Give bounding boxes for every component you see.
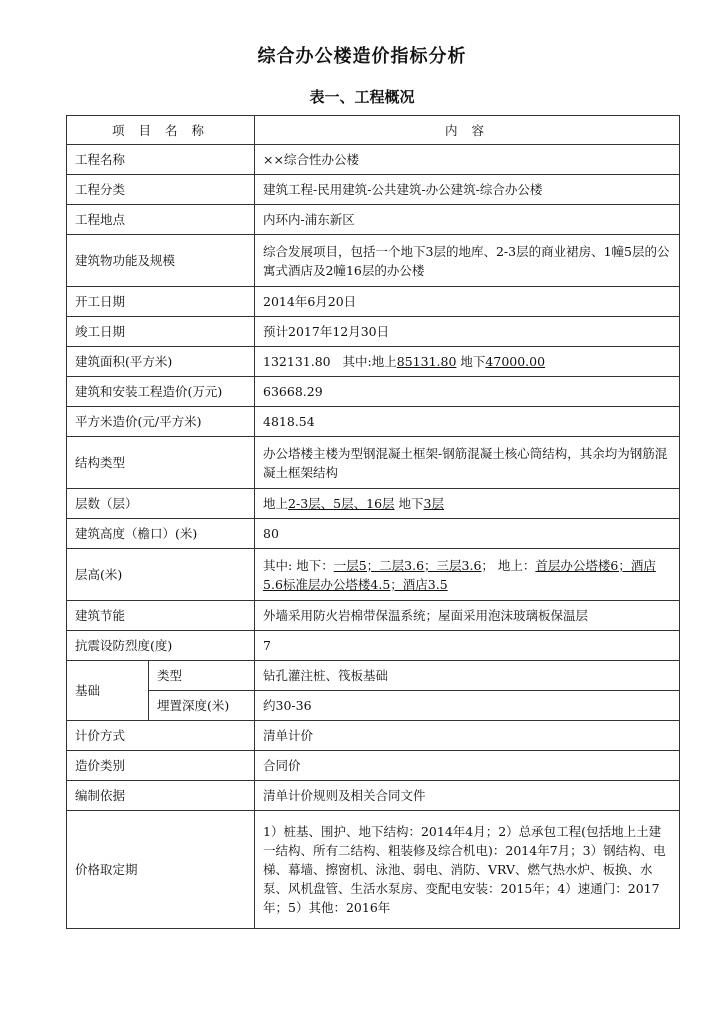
storey-below: 一层5；二层3.6；三层3.6 xyxy=(333,557,482,573)
row-label: 结构类型 xyxy=(67,437,255,489)
table-row xyxy=(67,317,680,347)
row-label: 工程名称 xyxy=(67,145,255,175)
row-value: 清单计价规则及相关合同文件 xyxy=(255,781,680,811)
storey-above: 首层办公塔楼6；酒店5.6标准层办公塔楼4.5；酒店3.5 xyxy=(263,557,656,592)
row-value: 4818.54 xyxy=(255,407,680,437)
row-value: 7 xyxy=(255,631,680,661)
table-row xyxy=(67,235,680,287)
row-label: 开工日期 xyxy=(67,287,255,317)
floors-below: 3层 xyxy=(423,496,444,511)
row-value: 建筑工程-民用建筑-公共建筑-办公建筑-综合办公楼 xyxy=(255,175,680,205)
row-label: 工程地点 xyxy=(67,205,255,235)
row-label: 基础 xyxy=(67,661,149,721)
row-value: 钻孔灌注桩、筏板基础 xyxy=(255,661,680,691)
floors-above-label: 地上 xyxy=(263,496,289,511)
row-value: 清单计价 xyxy=(255,721,680,751)
row-label: 抗震设防烈度(度) xyxy=(67,631,255,661)
row-sublabel: 类型 xyxy=(149,661,255,691)
row-label: 编制依据 xyxy=(67,781,255,811)
row-label: 层高(米) xyxy=(67,549,255,601)
row-value: 预计2017年12月30日 xyxy=(255,317,680,347)
row-label: 建筑和安装工程造价(万元) xyxy=(67,377,255,407)
area-below: 47000.00 xyxy=(485,354,546,369)
row-label: 工程分类 xyxy=(67,175,255,205)
row-value: 80 xyxy=(255,519,680,549)
row-label: 建筑物功能及规模 xyxy=(67,235,255,287)
row-label: 建筑节能 xyxy=(67,601,255,631)
table-subtitle: 表一、工程概况 xyxy=(309,88,415,106)
row-value: 2014年6月20日 xyxy=(255,287,680,317)
table-row xyxy=(67,437,680,489)
table-row xyxy=(67,519,680,549)
row-value: ××综合性办公楼 xyxy=(255,145,680,175)
row-value: 约30-36 xyxy=(255,691,680,721)
row-value: 综合发展项目，包括一个地下3层的地库、2-3层的商业裙房、1幢5层的公寓式酒店及2幢16层的办公楼 xyxy=(255,235,680,287)
table-header-row xyxy=(67,116,680,145)
row-value: 内环内-浦东新区 xyxy=(255,205,680,235)
table-row xyxy=(67,691,680,721)
row-value: 63668.29 xyxy=(255,377,680,407)
table-row xyxy=(67,347,680,377)
row-label: 价格取定期 xyxy=(67,811,255,929)
row-value: 1）桩基、围护、地下结构：2014年4月；2）总承包工程(包括地上土建一结构、所有二结构、粗装修及综合机电)：2014年7月；3）钢结构、电梯、幕墙、擦窗机、泳池、弱电、消防、VRV、燃气热水炉、板换、水泵、风机盘管、生活水泵房、变配电安装：2015年；4）速通门：2017年；5）其他：2016年 xyxy=(255,811,680,929)
table-row xyxy=(67,631,680,661)
floors-above: 2-3层、5层、16层 xyxy=(288,496,395,511)
row-sublabel: 埋置深度(米) xyxy=(149,691,255,721)
storey-prefix: 其中: 地下： xyxy=(263,557,334,573)
row-label: 平方米造价(元/平方米) xyxy=(67,407,255,437)
row-value: 外墙采用防火岩棉带保温系统；屋面采用泡沫玻璃板保温层 xyxy=(255,601,680,631)
storey-mid: ； 地上： xyxy=(481,557,536,573)
area-total: 132131.80 xyxy=(263,354,331,369)
area-below-label: 地下 xyxy=(460,354,486,369)
row-label: 建筑高度（檐口）(米) xyxy=(67,519,255,549)
row-value xyxy=(255,549,680,601)
row-label: 竣工日期 xyxy=(67,317,255,347)
table-row xyxy=(67,175,680,205)
row-label: 造价类别 xyxy=(67,751,255,781)
table-row xyxy=(67,549,680,601)
row-label: 建筑面积(平方米) xyxy=(67,347,255,377)
table-row xyxy=(67,145,680,175)
area-above: 85131.80 xyxy=(396,354,457,369)
table-row xyxy=(67,287,680,317)
row-value xyxy=(255,347,680,377)
table-row xyxy=(67,751,680,781)
header-content: 内 容 xyxy=(255,116,680,145)
area-sep: 其中:地上 xyxy=(342,354,397,369)
table-row xyxy=(67,661,680,691)
table-row xyxy=(67,721,680,751)
project-overview-table xyxy=(66,115,680,929)
row-label: 计价方式 xyxy=(67,721,255,751)
table-row xyxy=(67,377,680,407)
row-value xyxy=(255,489,680,519)
table-row xyxy=(67,489,680,519)
table-row xyxy=(67,811,680,929)
row-label: 层数（层） xyxy=(67,489,255,519)
row-value: 合同价 xyxy=(255,751,680,781)
table-row xyxy=(67,781,680,811)
table-row xyxy=(67,205,680,235)
header-item: 项 目 名 称 xyxy=(67,116,255,145)
table-row xyxy=(67,407,680,437)
floors-below-label: 地下 xyxy=(398,496,424,511)
document-title: 综合办公楼造价指标分析 xyxy=(257,46,467,67)
table-row xyxy=(67,601,680,631)
row-value: 办公塔楼主楼为型钢混凝土框架-钢筋混凝土核心筒结构，其余均为钢筋混凝土框架结构 xyxy=(255,437,680,489)
